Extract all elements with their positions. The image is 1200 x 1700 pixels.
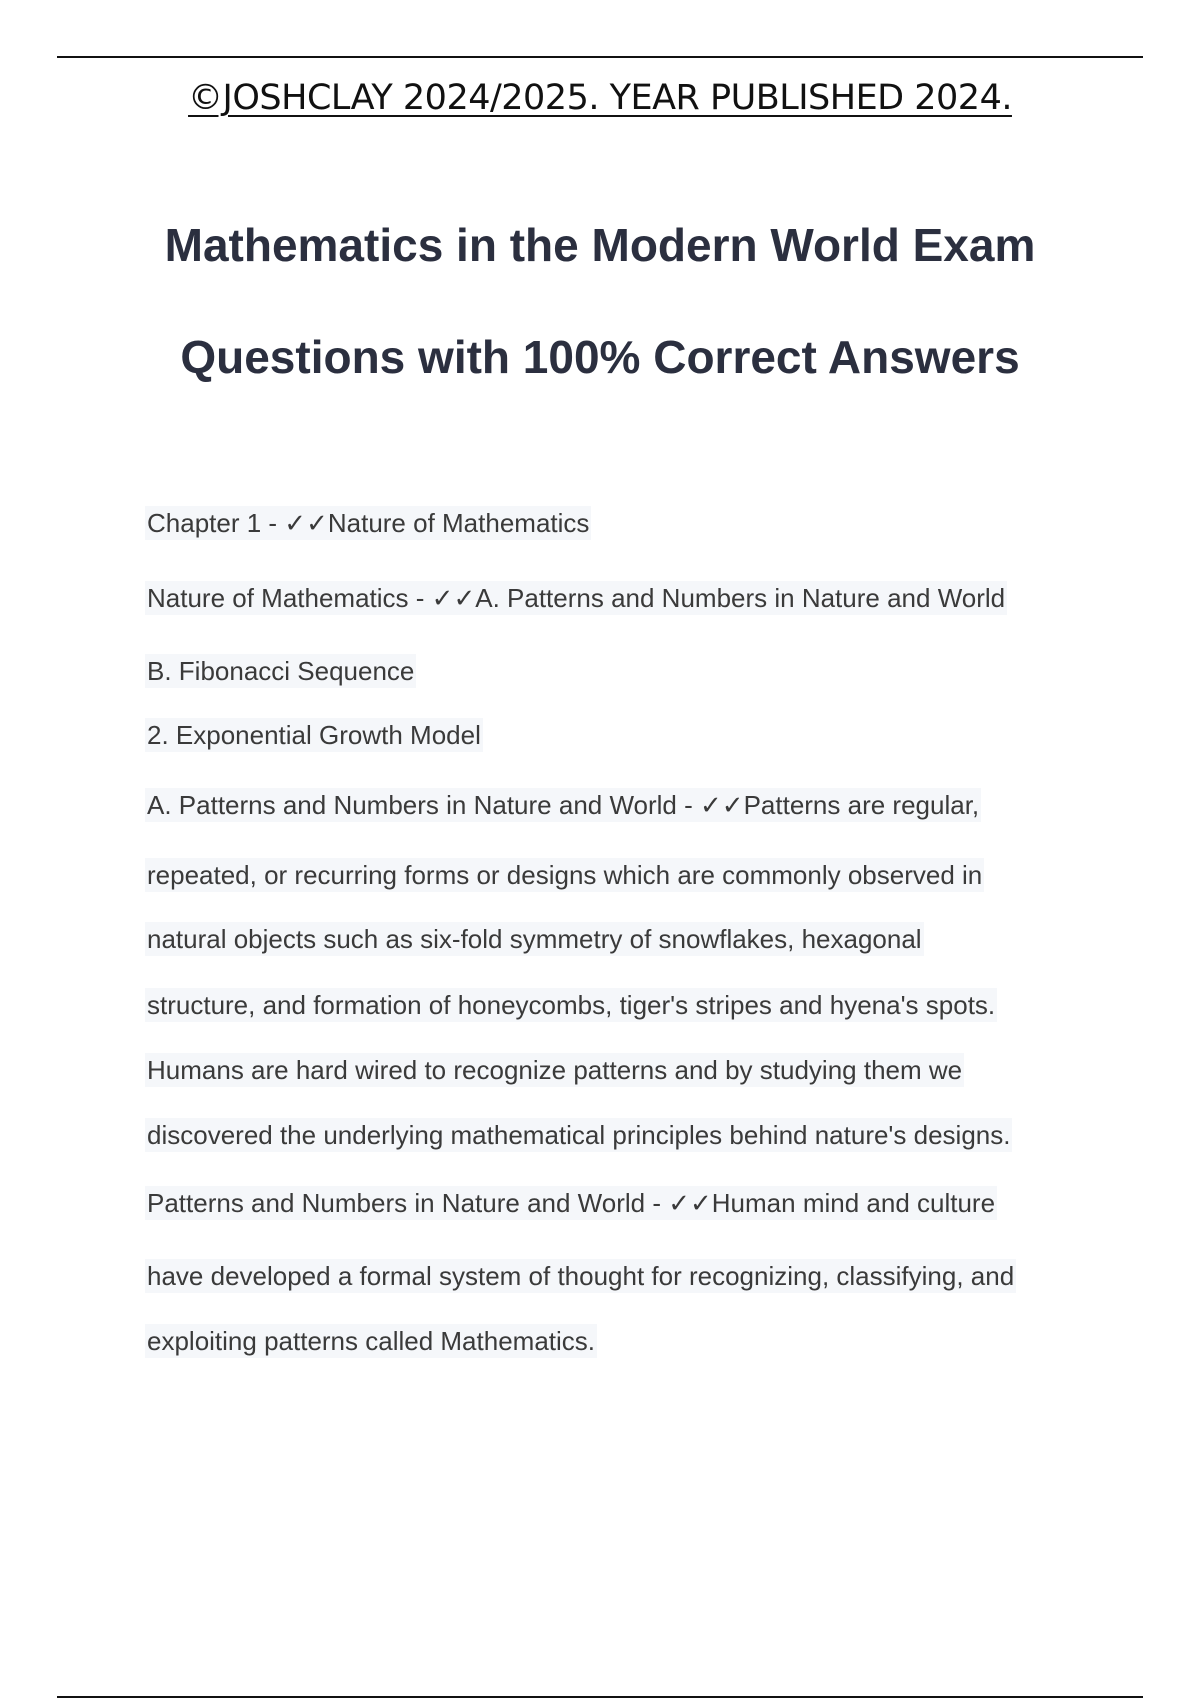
body-line: Patterns and Numbers in Nature and World - ✓✓Human mind and culture bbox=[147, 1188, 996, 1218]
body-line: B. Fibonacci Sequence bbox=[147, 656, 415, 686]
copyright-header-text: ©JOSHCLAY 2024/2025. YEAR PUBLISHED 2024. bbox=[188, 78, 1012, 118]
top-rule bbox=[57, 56, 1143, 58]
body-line: exploiting patterns called Mathematics. bbox=[147, 1326, 596, 1356]
body-line: Nature of Mathematics - ✓✓A. Patterns and Numbers in Nature and World bbox=[147, 583, 1006, 613]
copyright-header bbox=[0, 78, 1200, 118]
body-line: 2. Exponential Growth Model bbox=[147, 720, 481, 750]
body-line: repeated, or recurring forms or designs which are commonly observed in bbox=[147, 860, 983, 890]
body-line: A. Patterns and Numbers in Nature and World - ✓✓Patterns are regular, bbox=[147, 790, 980, 820]
bottom-rule bbox=[57, 1696, 1143, 1698]
document-title-line-1: Mathematics in the Modern World Exam bbox=[164, 219, 1036, 271]
body-line: structure, and formation of honeycombs, tiger's stripes and hyena's spots. bbox=[147, 990, 996, 1020]
document-title-line-2: Questions with 100% Correct Answers bbox=[180, 331, 1020, 383]
body-line: Chapter 1 - ✓✓Nature of Mathematics bbox=[147, 508, 590, 538]
body-line: natural objects such as six-fold symmetry of snowflakes, hexagonal bbox=[147, 924, 922, 954]
body-line: Humans are hard wired to recognize patterns and by studying them we bbox=[147, 1055, 963, 1085]
body-line: have developed a formal system of thought for recognizing, classifying, and bbox=[147, 1261, 1015, 1291]
body-line: discovered the underlying mathematical principles behind nature's designs. bbox=[147, 1120, 1011, 1150]
